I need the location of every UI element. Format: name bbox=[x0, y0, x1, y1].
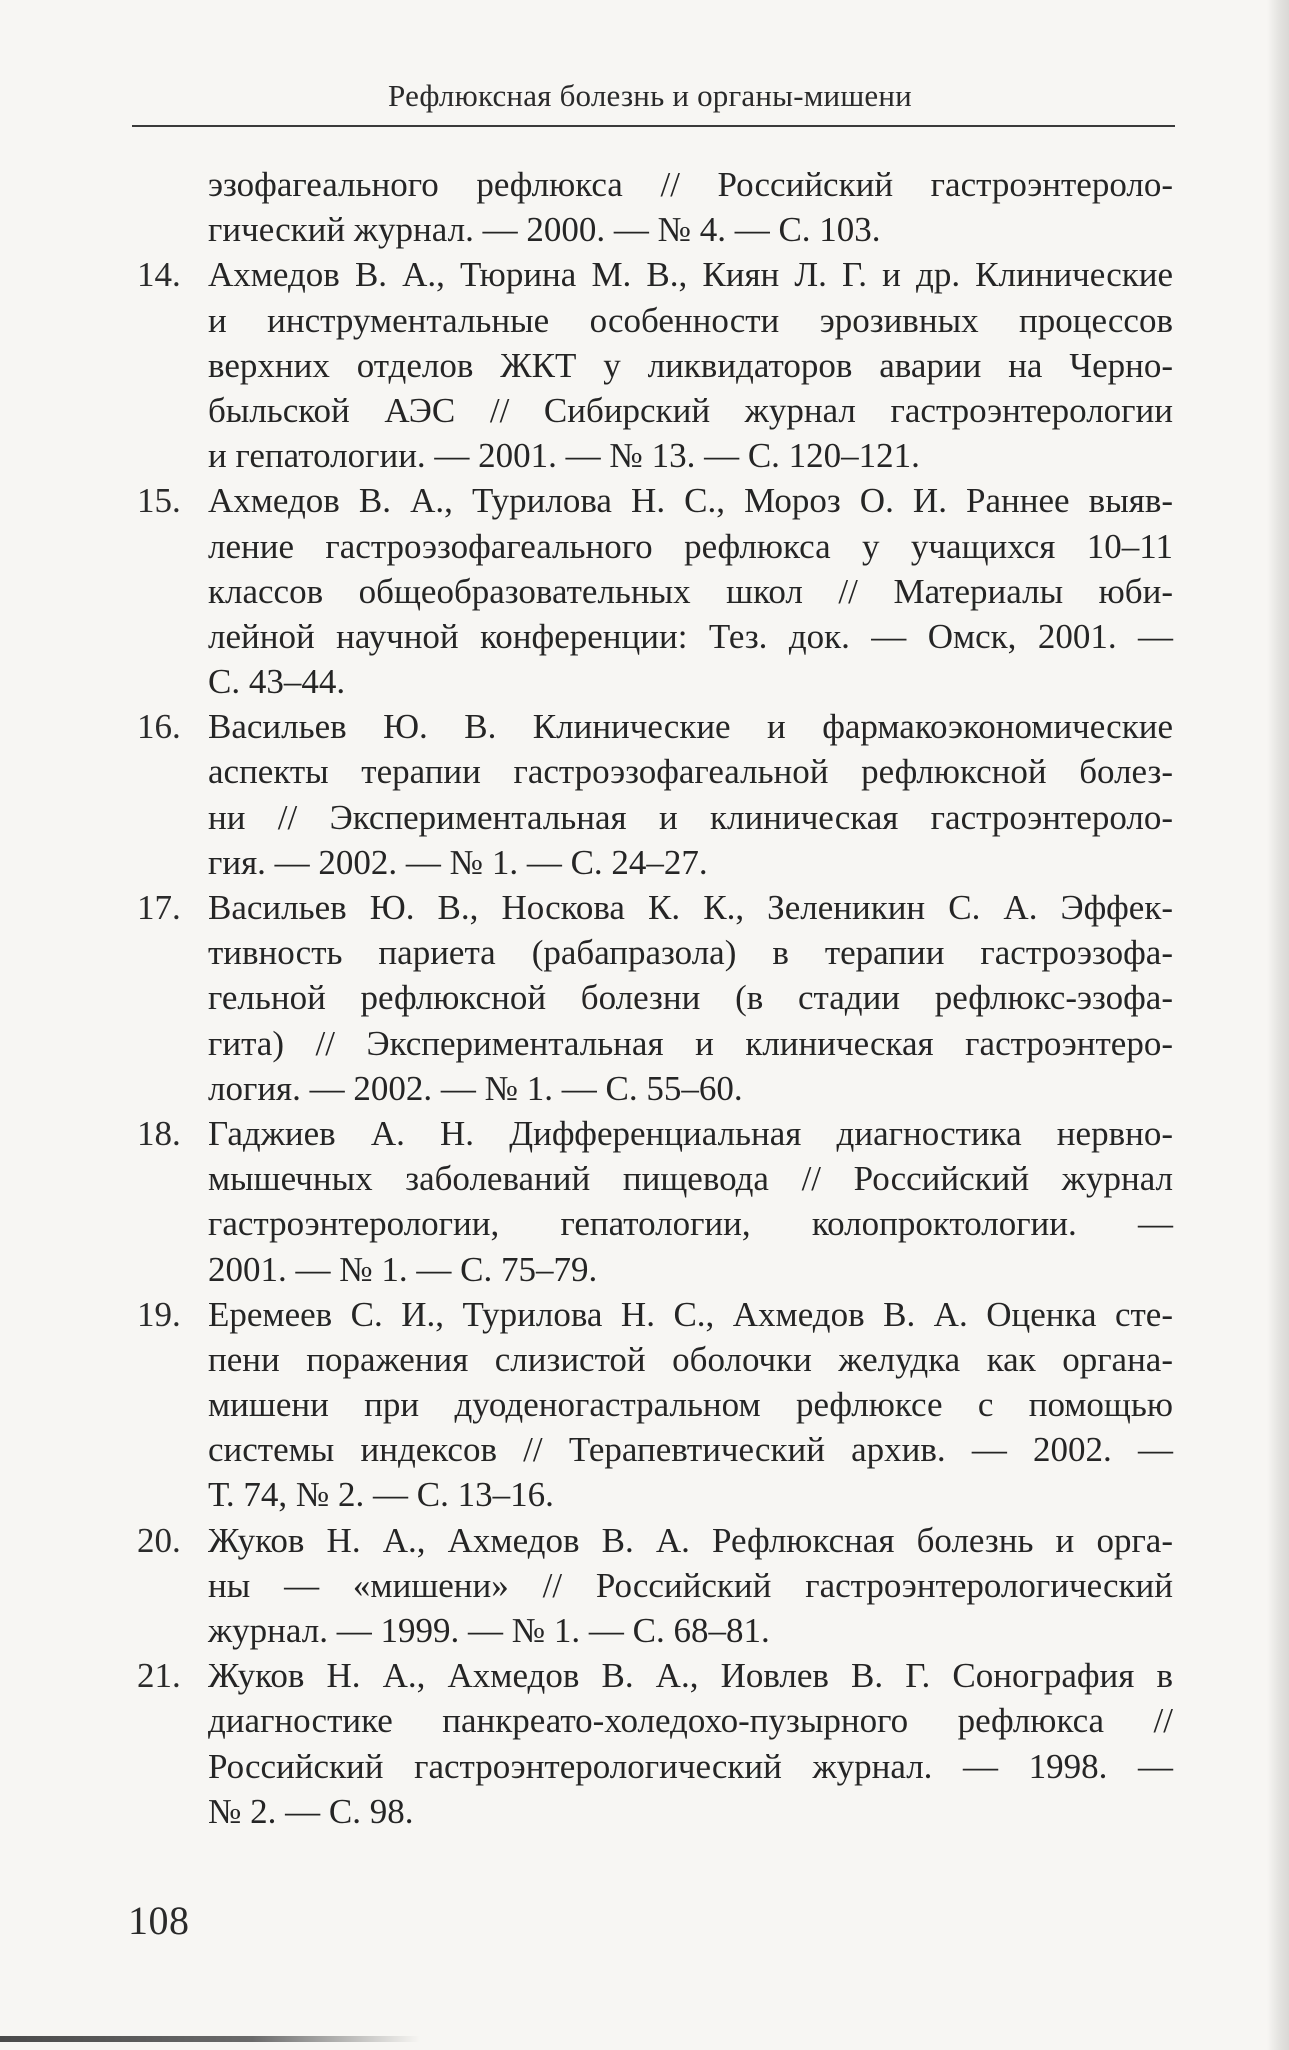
running-header: Рефлюксная болезнь и органы-мишени bbox=[388, 78, 912, 113]
reference-number: 14. bbox=[137, 255, 181, 295]
reference-number: 16. bbox=[137, 707, 181, 747]
page-number: 108 bbox=[128, 1898, 190, 1943]
reference-item bbox=[0, 1518, 1289, 1654]
reference-line: Васильев Ю. В. Клинические и фармакоэкономические bbox=[208, 707, 1173, 747]
reference-list bbox=[0, 162, 1289, 1834]
reference-line: гита) // Экспериментальная и клиническая гастроэнтеро- bbox=[208, 1023, 1173, 1063]
reference-line: № 2. — С. 98. bbox=[208, 1791, 414, 1831]
reference-line: Жуков Н. А., Ахмедов В. А., Иовлев В. Г. Сонография в bbox=[208, 1656, 1173, 1696]
reference-line: и гепатологии. — 2001. — № 13. — С. 120–121. bbox=[208, 436, 920, 476]
reference-line: ление гастроэзофагеального рефлюкса у учащихся 10–11 bbox=[208, 526, 1173, 566]
reference-line: мышечных заболеваний пищевода // Российский журнал bbox=[208, 1159, 1173, 1199]
reference-number: 20. bbox=[137, 1520, 181, 1560]
reference-line: Еремеев С. И., Турилова Н. С., Ахмедов В. А. Оценка сте- bbox=[208, 1294, 1173, 1334]
reference-number: 17. bbox=[137, 888, 181, 927]
reference-number: 18. bbox=[137, 1113, 181, 1153]
reference-line: тивность париета (рабапразола) в терапии гастроэзофа- bbox=[208, 933, 1173, 973]
reference-line: аспекты терапии гастроэзофагеальной рефлюксной болез- bbox=[208, 752, 1173, 792]
reference-line: гельной рефлюксной болезни (в стадии рефлюкс-эзофа- bbox=[208, 978, 1173, 1018]
header-rule bbox=[132, 125, 1175, 127]
reference-line: логия. — 2002. — № 1. — С. 55–60. bbox=[208, 1068, 743, 1108]
reference-line: и инструментальные особенности эрозивных процессов bbox=[208, 300, 1173, 340]
reference-line: Ахмедов В. А., Тюрина М. В., Киян Л. Г. и др. Клинические bbox=[208, 255, 1173, 295]
reference-line: Т. 74, № 2. — С. 13–16. bbox=[208, 1475, 554, 1515]
reference-line: диагностике панкреато-холедохо-пузырного рефлюкса // bbox=[208, 1701, 1173, 1741]
reference-line: Ахмедов В. А., Турилова Н. С., Мороз О. И. Раннее выяв- bbox=[208, 481, 1173, 521]
reference-number: 15. bbox=[137, 481, 181, 521]
reference-line: пени поражения слизистой оболочки желудка как органа- bbox=[208, 1339, 1173, 1379]
reference-line: 2001. — № 1. — С. 75–79. bbox=[208, 1249, 598, 1289]
reference-number: 21. bbox=[137, 1656, 181, 1696]
reference-line: классов общеобразовательных школ // Материалы юби- bbox=[208, 571, 1173, 611]
reference-line: быльской АЭС // Сибирский журнал гастроэнтерологии bbox=[208, 390, 1173, 430]
reference-item bbox=[0, 1653, 1289, 1834]
reference-item bbox=[0, 885, 1289, 1111]
reference-item bbox=[0, 252, 1289, 478]
reference-line: Жуков Н. А., Ахмедов В. А. Рефлюксная болезнь и орга- bbox=[208, 1520, 1173, 1560]
reference-line: эзофагеального рефлюкса // Российский гастроэнтероло- bbox=[208, 165, 1173, 204]
reference-item bbox=[0, 1111, 1289, 1292]
reference-line: ни // Экспериментальная и клиническая гастроэнтероло- bbox=[208, 797, 1173, 837]
reference-line: Гаджиев А. Н. Дифференциальная диагностика нервно- bbox=[208, 1113, 1173, 1153]
reference-line: ны — «мишени» // Российский гастроэнтерологический bbox=[208, 1565, 1173, 1605]
reference-item bbox=[0, 704, 1289, 885]
reference-line: системы индексов // Терапевтический архив. — 2002. — bbox=[208, 1430, 1173, 1470]
reference-line: гический журнал. — 2000. — № 4. — С. 103. bbox=[208, 210, 881, 250]
reference-line: мишени при дуоденогастральном рефлюксе с помощью bbox=[208, 1385, 1173, 1425]
reference-line: гия. — 2002. — № 1. — С. 24–27. bbox=[208, 842, 708, 882]
reference-item bbox=[0, 1292, 1289, 1518]
scan-edge-line bbox=[0, 2036, 420, 2042]
reference-item bbox=[0, 478, 1289, 704]
reference-line: верхних отделов ЖКТ у ликвидаторов аварии на Черно- bbox=[208, 345, 1173, 385]
reference-line: Российский гастроэнтерологический журнал. — 1998. — bbox=[208, 1746, 1173, 1786]
reference-line: С. 43–44. bbox=[208, 662, 346, 702]
reference-item bbox=[0, 162, 1289, 252]
reference-line: журнал. — 1999. — № 1. — С. 68–81. bbox=[208, 1611, 770, 1650]
reference-number: 19. bbox=[137, 1294, 181, 1334]
reference-line: гастроэнтерологии, гепатологии, колопроктологии. — bbox=[208, 1204, 1173, 1244]
reference-line: лейной научной конференции: Тез. док. — Омск, 2001. — bbox=[208, 616, 1173, 656]
reference-line: Васильев Ю. В., Носкова К. К., Зеленикин С. А. Эффек- bbox=[208, 888, 1173, 927]
